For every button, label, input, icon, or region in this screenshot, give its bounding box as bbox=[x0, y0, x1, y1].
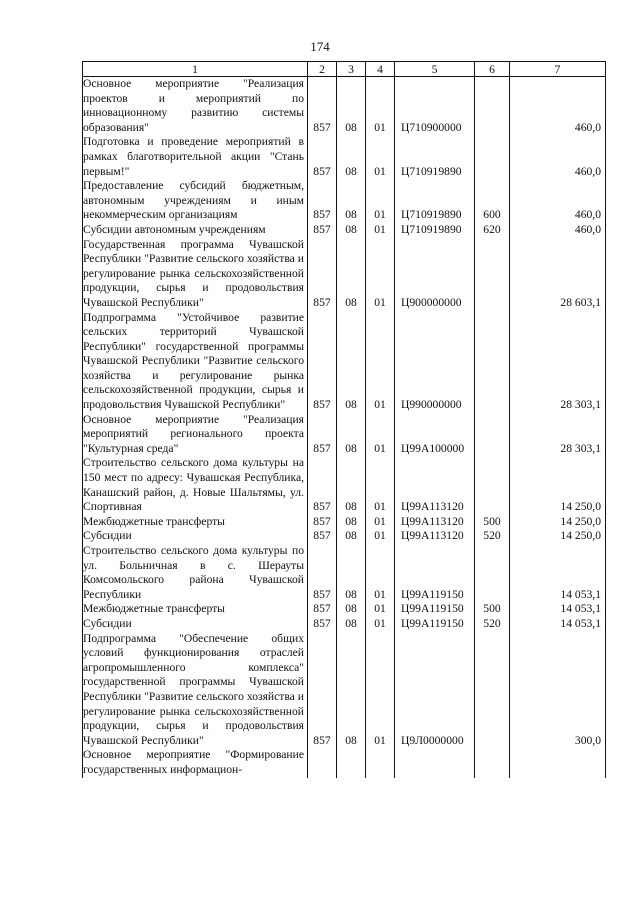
table-row bbox=[83, 529, 606, 544]
row-subsection-cell: 01 bbox=[366, 632, 395, 749]
header-row bbox=[83, 62, 606, 77]
column-header: 4 bbox=[366, 62, 395, 77]
table-header bbox=[83, 62, 606, 77]
row-target-article-cell: Ц990000000 bbox=[395, 311, 475, 413]
row-subsection-cell: 01 bbox=[366, 135, 395, 179]
row-ministry-cell: 857 bbox=[308, 544, 337, 602]
row-target-article-cell: Ц99A119150 bbox=[395, 602, 475, 617]
table-row bbox=[83, 602, 606, 617]
table-row bbox=[83, 515, 606, 530]
row-subsection-cell: 01 bbox=[366, 515, 395, 530]
row-amount-cell: 28 303,1 bbox=[510, 311, 606, 413]
row-ministry-cell: 857 bbox=[308, 311, 337, 413]
row-name-cell: Межбюджетные трансферты bbox=[83, 515, 308, 530]
row-amount-cell: 460,0 bbox=[510, 223, 606, 238]
row-ministry-cell: 857 bbox=[308, 413, 337, 457]
row-subsection-cell: 01 bbox=[366, 223, 395, 238]
page-number: 174 bbox=[310, 39, 330, 54]
row-subsection-cell: 01 bbox=[366, 311, 395, 413]
row-section-cell: 08 bbox=[337, 77, 366, 136]
row-section-cell bbox=[337, 748, 366, 777]
table-row bbox=[83, 135, 606, 179]
row-amount-cell: 14 250,0 bbox=[510, 515, 606, 530]
row-section-cell: 08 bbox=[337, 456, 366, 514]
row-name-cell: Подпрограмма "Обеспечение общих условий функционирования отраслей агропромышленного комплекса" государственной программы Чувашской Республики "Развитие сельского хозяйства и регулирование рынка сельскохозяйственной продукции, сырья и продовольствия Чувашской Республики" bbox=[83, 632, 308, 749]
row-expense-type-cell bbox=[475, 632, 510, 749]
row-section-cell: 08 bbox=[337, 617, 366, 632]
row-expense-type-cell bbox=[475, 135, 510, 179]
row-section-cell: 08 bbox=[337, 238, 366, 311]
budget-table bbox=[82, 61, 606, 778]
row-ministry-cell: 857 bbox=[308, 135, 337, 179]
row-expense-type-cell: 520 bbox=[475, 529, 510, 544]
row-target-article-cell: Ц9Л0000000 bbox=[395, 632, 475, 749]
row-name-cell: Субсидии bbox=[83, 529, 308, 544]
column-header: 3 bbox=[337, 62, 366, 77]
row-subsection-cell: 01 bbox=[366, 238, 395, 311]
row-section-cell: 08 bbox=[337, 602, 366, 617]
column-header: 2 bbox=[308, 62, 337, 77]
row-section-cell: 08 bbox=[337, 529, 366, 544]
row-expense-type-cell bbox=[475, 748, 510, 777]
row-section-cell: 08 bbox=[337, 311, 366, 413]
row-subsection-cell: 01 bbox=[366, 413, 395, 457]
row-name-cell: Предоставление субсидий бюджетным, автономным учреждениям и иным некоммерческим организациям bbox=[83, 179, 308, 223]
row-ministry-cell: 857 bbox=[308, 238, 337, 311]
row-name-cell: Субсидии bbox=[83, 617, 308, 632]
row-amount-cell: 14 053,1 bbox=[510, 617, 606, 632]
row-name-cell: Субсидии автономным учреждениям bbox=[83, 223, 308, 238]
row-section-cell: 08 bbox=[337, 135, 366, 179]
table-row bbox=[83, 311, 606, 413]
column-header: 1 bbox=[83, 62, 308, 77]
row-name-cell: Подготовка и проведение мероприятий в рамках благотворительной акции "Стань первым!" bbox=[83, 135, 308, 179]
row-amount-cell: 28 603,1 bbox=[510, 238, 606, 311]
row-expense-type-cell bbox=[475, 238, 510, 311]
table-row bbox=[83, 413, 606, 457]
row-amount-cell: 14 053,1 bbox=[510, 544, 606, 602]
row-subsection-cell: 01 bbox=[366, 77, 395, 136]
row-amount-cell bbox=[510, 748, 606, 777]
row-name-cell: Государственная программа Чувашской Республики "Развитие сельского хозяйства и регулирование рынка сельскохозяйственной продукции, сырья и продовольствия Чувашской Республики" bbox=[83, 238, 308, 311]
row-amount-cell: 14 053,1 bbox=[510, 602, 606, 617]
row-expense-type-cell: 600 bbox=[475, 179, 510, 223]
row-ministry-cell: 857 bbox=[308, 77, 337, 136]
table-row bbox=[83, 238, 606, 311]
row-target-article-cell: Ц900000000 bbox=[395, 238, 475, 311]
row-target-article-cell: Ц710919890 bbox=[395, 135, 475, 179]
row-name-cell: Основное мероприятие "Формирование государственных информацион- bbox=[83, 748, 308, 777]
row-amount-cell: 460,0 bbox=[510, 135, 606, 179]
row-target-article-cell: Ц99A119150 bbox=[395, 617, 475, 632]
row-expense-type-cell bbox=[475, 77, 510, 136]
row-expense-type-cell bbox=[475, 456, 510, 514]
row-section-cell: 08 bbox=[337, 632, 366, 749]
row-target-article-cell bbox=[395, 748, 475, 777]
row-name-cell: Подпрограмма "Устойчивое развитие сельских территорий Чувашской Республики" государственной программы Чувашской Республики "Развитие сельского хозяйства и регулирование рынка сельскохозяйственной продукции, сырья и продовольствия Чувашской Республики" bbox=[83, 311, 308, 413]
row-name-cell: Строительство сельского дома культуры на 150 мест по адресу: Чувашская Республика, Канашский район, д. Новые Шальтямы, ул. Спортивная bbox=[83, 456, 308, 514]
row-ministry-cell: 857 bbox=[308, 456, 337, 514]
row-name-cell: Основное мероприятие "Реализация проектов и мероприятий по инновационному развитию системы образования" bbox=[83, 77, 308, 136]
row-subsection-cell: 01 bbox=[366, 544, 395, 602]
row-target-article-cell: Ц99A113120 bbox=[395, 529, 475, 544]
row-target-article-cell: Ц710919890 bbox=[395, 223, 475, 238]
row-name-cell: Основное мероприятие "Реализация мероприятий регионального проекта "Культурная среда" bbox=[83, 413, 308, 457]
table-row bbox=[83, 544, 606, 602]
row-subsection-cell bbox=[366, 748, 395, 777]
row-expense-type-cell bbox=[475, 544, 510, 602]
column-header: 7 bbox=[510, 62, 606, 77]
row-target-article-cell: Ц710900000 bbox=[395, 77, 475, 136]
row-target-article-cell: Ц99A113120 bbox=[395, 456, 475, 514]
row-expense-type-cell bbox=[475, 413, 510, 457]
table-row bbox=[83, 617, 606, 632]
row-target-article-cell: Ц99A119150 bbox=[395, 544, 475, 602]
row-section-cell: 08 bbox=[337, 515, 366, 530]
row-section-cell: 08 bbox=[337, 544, 366, 602]
row-amount-cell: 300,0 bbox=[510, 632, 606, 749]
row-section-cell: 08 bbox=[337, 223, 366, 238]
row-name-cell: Межбюджетные трансферты bbox=[83, 602, 308, 617]
row-ministry-cell: 857 bbox=[308, 179, 337, 223]
row-ministry-cell bbox=[308, 748, 337, 777]
row-amount-cell: 14 250,0 bbox=[510, 456, 606, 514]
table-row bbox=[83, 632, 606, 749]
row-amount-cell: 460,0 bbox=[510, 179, 606, 223]
row-target-article-cell: Ц99A100000 bbox=[395, 413, 475, 457]
row-expense-type-cell bbox=[475, 311, 510, 413]
row-expense-type-cell: 620 bbox=[475, 223, 510, 238]
row-subsection-cell: 01 bbox=[366, 529, 395, 544]
column-header: 6 bbox=[475, 62, 510, 77]
row-ministry-cell: 857 bbox=[308, 632, 337, 749]
row-ministry-cell: 857 bbox=[308, 602, 337, 617]
row-subsection-cell: 01 bbox=[366, 602, 395, 617]
table-row bbox=[83, 223, 606, 238]
row-subsection-cell: 01 bbox=[366, 456, 395, 514]
row-amount-cell: 14 250,0 bbox=[510, 529, 606, 544]
table-body bbox=[83, 77, 606, 778]
row-expense-type-cell: 520 bbox=[475, 617, 510, 632]
row-subsection-cell: 01 bbox=[366, 617, 395, 632]
row-ministry-cell: 857 bbox=[308, 529, 337, 544]
row-ministry-cell: 857 bbox=[308, 617, 337, 632]
row-amount-cell: 460,0 bbox=[510, 77, 606, 136]
row-expense-type-cell: 500 bbox=[475, 515, 510, 530]
table-row bbox=[83, 77, 606, 136]
row-subsection-cell: 01 bbox=[366, 179, 395, 223]
row-target-article-cell: Ц710919890 bbox=[395, 179, 475, 223]
row-section-cell: 08 bbox=[337, 413, 366, 457]
row-ministry-cell: 857 bbox=[308, 223, 337, 238]
row-section-cell: 08 bbox=[337, 179, 366, 223]
row-target-article-cell: Ц99A113120 bbox=[395, 515, 475, 530]
table-row bbox=[83, 456, 606, 514]
row-name-cell: Строительство сельского дома культуры по ул. Больничная в с. Шерауты Комсомольского района Чувашской Республики bbox=[83, 544, 308, 602]
table-row bbox=[83, 179, 606, 223]
row-ministry-cell: 857 bbox=[308, 515, 337, 530]
row-expense-type-cell: 500 bbox=[475, 602, 510, 617]
column-header: 5 bbox=[395, 62, 475, 77]
table-row bbox=[83, 748, 606, 777]
row-amount-cell: 28 303,1 bbox=[510, 413, 606, 457]
